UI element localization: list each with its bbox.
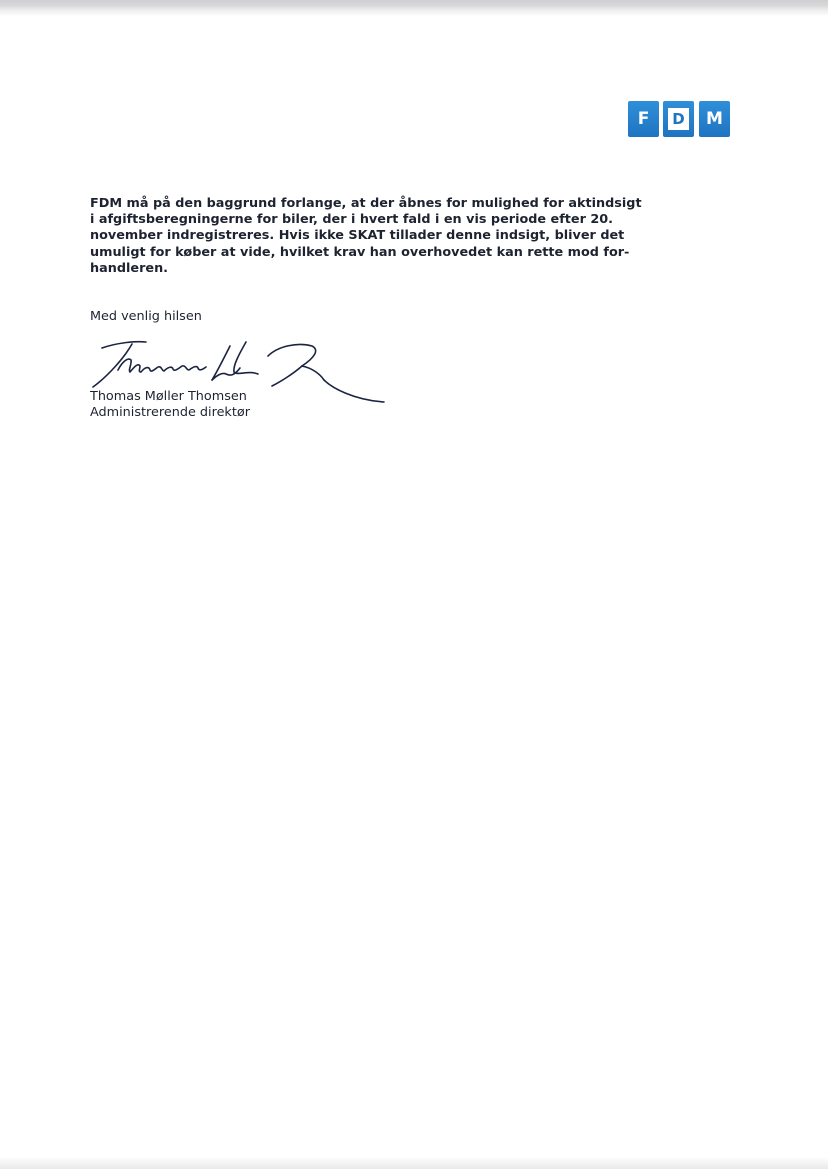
logo-tile-d-inner — [668, 108, 689, 130]
signer-title: Administrerende direktør — [90, 405, 250, 420]
body-line: FDM må på den baggrund forlange, at der åbnes for mulighed for aktindsigt — [90, 196, 642, 211]
logo-tile-m — [699, 101, 730, 137]
logo-letter-m: M — [706, 109, 723, 129]
logo-tile-f — [628, 101, 659, 137]
logo-letter-d: D — [672, 110, 685, 128]
signer-name: Thomas Møller Thomsen — [90, 389, 247, 404]
body-line: handleren. — [90, 260, 169, 276]
body-line: november indregistreres. Hvis ikke SKAT tillader denne indsigt, bliver det — [90, 228, 625, 244]
logo-tile-d — [663, 101, 694, 137]
fdm-logo — [628, 101, 730, 137]
body-line: umuligt for køber at vide, hvilket krav han overhovedet kan rette mod for- — [90, 244, 630, 260]
body-line: i afgiftsberegningerne for biler, der i hvert fald i en vis periode efter 20. — [90, 212, 614, 228]
scan-edge-top — [0, 0, 828, 16]
closing-salutation: Med venlig hilsen — [90, 309, 202, 324]
logo-letter-f: F — [637, 109, 650, 129]
scan-edge-bottom — [0, 1157, 828, 1169]
letter-body-paragraph — [90, 196, 642, 277]
